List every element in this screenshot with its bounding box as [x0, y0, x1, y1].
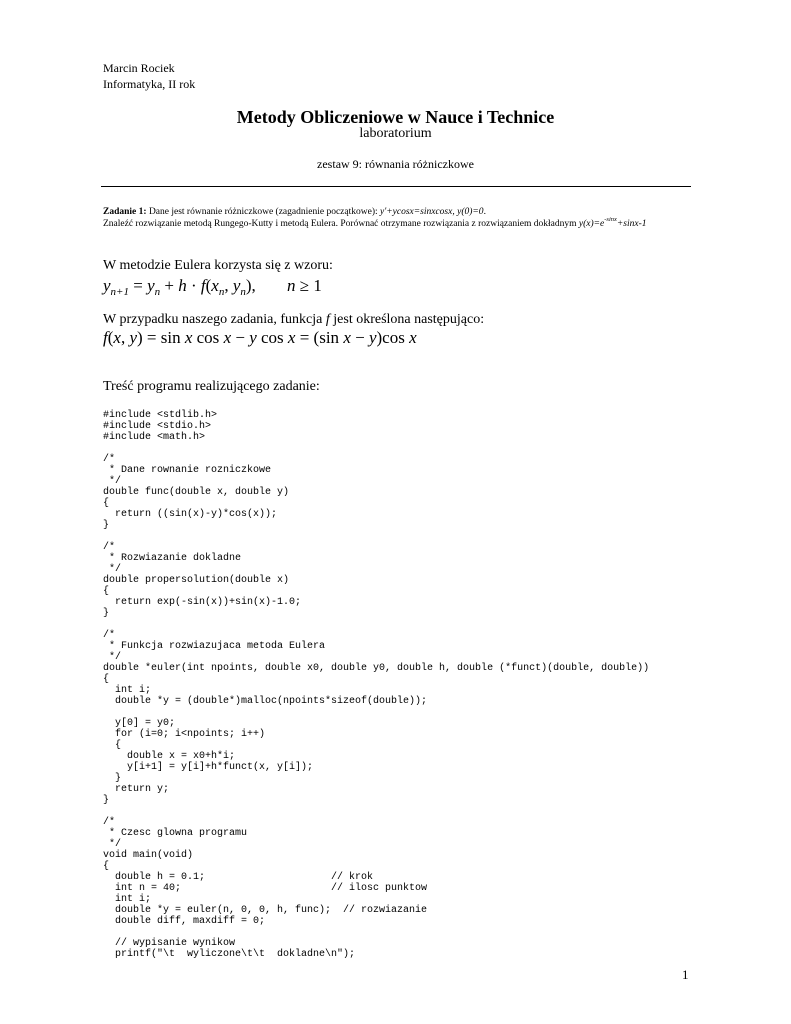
task-description: Zadanie 1: Dane jest równanie różniczkowe (zagadnienie początkowe): y'+ycosx=sinxcosx, y(0)=0. Znaleźć rozwiązanie metodą Rungego-Kutty i metodą Eulera. Porównać otrzymane rozwiązania z rozwiązaniem dokładnym $y(x)=e^{-sinx}+\sin x-1$ [103, 207, 647, 229]
header-divider [101, 186, 691, 187]
page-number: 1 [682, 967, 689, 982]
program-intro: Treść programu realizującego zadanie: [103, 379, 320, 394]
task-text: Dane jest równanie różniczkowe (zagadnienie początkowe): [146, 207, 380, 217]
course-info: Informatyka, II rok [103, 77, 196, 91]
euler-formula: $y_{n+1} = y_n + h \cdot f(x_n$, $y_n$), [103, 276, 256, 298]
euler-condition: n ≥ 1 [287, 276, 322, 295]
document-subtitle: laboratorium [359, 126, 432, 141]
euler-intro: W metodzie Eulera korzysta się z wzoru: [103, 258, 333, 273]
set-info: zestaw 9: równania różniczkowe [317, 157, 474, 171]
author-name: Marcin Rociek [103, 61, 175, 75]
task-equation: y'+ycosx=sinxcosx, y(0)=0 [380, 207, 484, 217]
function-formula: f(x, y) = sin x cos x − y cos x = (sin x − y)cos x [103, 328, 417, 347]
function-intro: W przypadku naszego zadania, funkcja f jest określona następująco: [103, 312, 485, 327]
document-title: Metody Obliczeniowe w Nauce i Technice [236, 107, 555, 127]
program-code: #include <stdlib.h> #include <stdio.h> #include <math.h> /* * Dane rownanie rozniczkowe */ double func(double x, double y) { return ((sin(x)-y)*cos(x)); } /* * Rozwiazanie dokladne */ double propersolution(double x) { return exp(-sin(x))+sin(x)-1.0; } /* * Funkcja rozwiazujaca metoda Eulera */ double *euler(int npoints, double x0, double y0, double h, double (*funct)(double, double)) { int i; double *y = (double*)malloc(npoints*sizeof(double)); y[0] = y0; for (i=0; i<npoints; i++) { double x = x0+h*i; y[i+1] = y[i]+h*funct(x, y[i]); } return y; } /* * Czesc glowna programu */ void main(void) { double h = 0.1; // krok int n = 40; // ilosc punktow int i; double *y = euler(n, 0, 0, h, func); // rozwiazanie double diff, maxdiff = 0; // wypisanie wynikow printf("\t wyliczone\t\t dokladne\n"); [103, 410, 650, 960]
exact-solution: $y(x)=e^{-sinx}+\sin x-1$ [578, 215, 647, 229]
task-label: Zadanie 1: [103, 207, 147, 217]
task-line2: Znaleźć rozwiązanie metodą Rungego-Kutty i metodą Eulera. Porównać otrzymane rozwiązania z rozwiązaniem dokładnym [103, 218, 579, 229]
